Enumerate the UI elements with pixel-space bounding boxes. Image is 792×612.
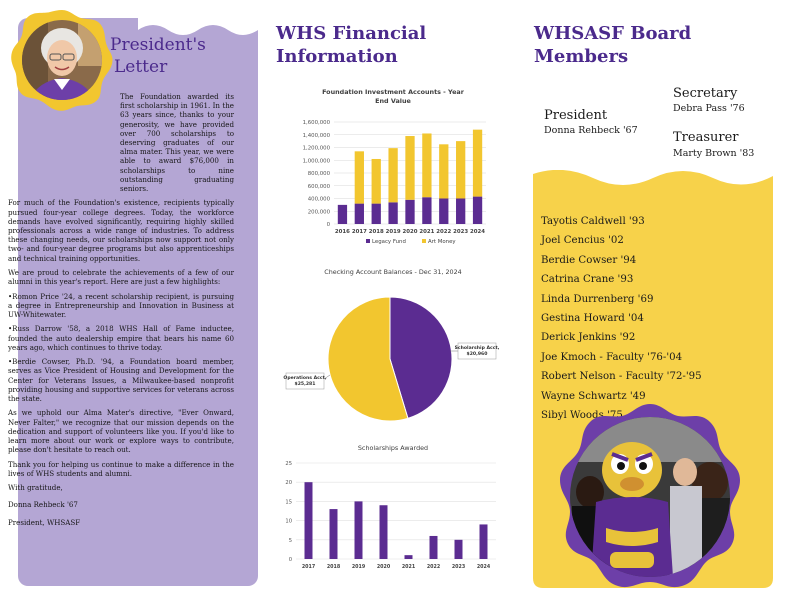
x-tick-label: 2021 (401, 565, 416, 570)
art-money-bar (355, 151, 364, 203)
x-tick-label: 2022 (426, 565, 441, 570)
letter-paragraph: We are proud to celebrate the achievements of a few of our alumni in this year's report. Here are just a few highlights: (8, 268, 234, 287)
investment-chart (282, 88, 504, 250)
scholarship-bar (405, 555, 413, 559)
board-members-list (541, 212, 761, 425)
board-members-title (534, 22, 774, 68)
board-member: Derick Jenkins '92 (541, 332, 636, 344)
investment-chart-svg (282, 106, 504, 246)
y-tick-label: 1,400,000 (302, 132, 330, 139)
board-member: Joel Cencius '02 (541, 235, 624, 247)
x-tick-label: 2017 (351, 229, 367, 235)
board-member: Tayotis Caldwell '93 (541, 216, 645, 227)
x-tick-label: 2019 (385, 229, 401, 235)
financial-title-line2: Information (276, 46, 398, 67)
legacy-fund-bar (456, 199, 465, 225)
scholarships-chart-svg (282, 453, 504, 577)
x-tick-label: 2017 (301, 565, 316, 570)
art-money-bar (422, 133, 431, 197)
y-tick-label: 1,000,000 (302, 158, 330, 165)
legend-swatch-art (422, 239, 426, 243)
art-money-bar (439, 144, 448, 198)
y-tick-label: 15 (285, 499, 292, 506)
scholarship-bar (480, 524, 488, 559)
scholarship-bar (305, 482, 313, 559)
y-tick-label: 800,000 (307, 171, 330, 177)
board-member: Joe Kmoch - Faculty '76-'04 (541, 351, 683, 363)
treasurer-name: Marty Brown '83 (673, 148, 755, 159)
y-tick-label: 1,200,000 (302, 145, 330, 152)
letter-paragraph: Thank you for helping us continue to make a difference in the lives of WHS students and alumni. (8, 459, 234, 478)
art-money-bar (456, 141, 465, 198)
y-tick-label: 0 (326, 222, 330, 228)
scholarship-label: Scholarship Acct, (454, 346, 500, 351)
x-tick-label: 2023 (451, 565, 466, 570)
x-tick-label: 2023 (453, 229, 469, 235)
president-role: President (544, 108, 608, 123)
letter-title-line2: Letter (114, 57, 168, 77)
art-money-bar (473, 130, 482, 197)
art-money-bar (372, 159, 381, 204)
legacy-fund-bar (388, 202, 397, 224)
letter-paragraph: As we uphold our Alma Mater's directive, "Ever Onward, Never Falter," we recognize that our mission depends on the dedication and support of volunteers like you. If you'd like to learn more about our work or explore ways to contribute, please don't hesitate to reach out. (8, 408, 234, 455)
letter-signer-name: Donna Rehbeck '67 (8, 500, 78, 510)
president-name: Donna Rehbeck '67 (544, 125, 638, 136)
y-tick-label: 20 (285, 480, 292, 487)
x-tick-label: 2019 (351, 565, 366, 570)
secretary-name: Debra Pass '76 (673, 103, 745, 114)
board-member: Gestina Howard '04 (541, 313, 644, 325)
y-tick-label: 400,000 (307, 196, 330, 203)
legacy-fund-bar (372, 204, 381, 224)
letter-paragraph: •Romon Price '24, a recent scholarship recipient, is pursuing a degree in Entrepreneurship and Innovation in Business at UW-Whitewater. (8, 291, 234, 320)
board-title-line1: WHSASF Board (534, 23, 692, 44)
scholarship-bar (355, 501, 363, 559)
x-tick-label: 2024 (476, 565, 491, 570)
legacy-fund-bar (422, 197, 431, 224)
scholarships-chart (282, 444, 504, 581)
y-tick-label: 0 (288, 557, 292, 563)
art-money-bar (405, 136, 414, 200)
x-tick-label: 2018 (326, 565, 341, 570)
letter-paragraph: For much of the Foundation's existence, recipients typically pursued four-year college degrees. Today, the workforce demands have evolved significantly, requiring highly skilled professionals across a wide range of industries. To address these changing needs, our scholarships now support not only two- and four-year degree programs but also apprenticeships and technical training opportunities. (8, 198, 234, 263)
x-tick-label: 2022 (436, 229, 452, 235)
treasurer-role: Treasurer (673, 130, 739, 145)
legacy-fund-bar (405, 200, 414, 224)
x-tick-label: 2016 (334, 229, 350, 235)
checking-chart-svg (282, 277, 504, 447)
y-tick-label: 10 (285, 518, 292, 525)
scholarship-bar (330, 509, 338, 559)
operations-value: $25,281 (294, 382, 316, 387)
operations-label: Operations Acct, (283, 376, 327, 381)
board-member: Berdie Cowser '94 (541, 254, 637, 266)
legend-swatch-legacy (366, 239, 370, 243)
board-member: Catrina Crane '93 (541, 274, 634, 286)
x-tick-label: 2020 (376, 565, 391, 570)
investment-chart-title: Foundation Investment Accounts - Year End Value (322, 88, 464, 105)
legacy-fund-bar (439, 199, 448, 225)
x-tick-label: 2020 (402, 229, 418, 235)
scholarships-chart-title: Scholarships Awarded (357, 444, 429, 452)
letter-paragraph: •Russ Darrow '58, a 2018 WHS Hall of Fame inductee, founded the auto dealership empire that bears his name 60 years ago, which continues to thrive today. (8, 324, 234, 352)
board-member: Robert Nelson - Faculty '72-'95 (541, 371, 702, 383)
board-member: Wayne Schwartz '49 (541, 390, 646, 402)
x-tick-label: 2024 (470, 229, 486, 235)
letter-body (8, 92, 234, 535)
board-member: Linda Durrenberg '69 (541, 293, 654, 305)
financial-title-line1: WHS Financial (276, 23, 427, 44)
legend-label-legacy: Legacy Fund (372, 239, 406, 245)
legend-label-art: Art Money (428, 239, 456, 245)
legacy-fund-bar (473, 197, 482, 224)
letter-title-line1: President's (110, 35, 206, 55)
y-tick-label: 1,600,000 (302, 120, 330, 126)
letter-paragraph: •Berdie Cowser, Ph.D. '94, a Foundation board member, serves as Vice President of Housing and Development for the Center for Veterans Issues, a Milwaukee-based nonprofit providing housing and supportive services for veterans across the state. (8, 357, 234, 404)
legacy-fund-bar (355, 204, 364, 224)
checking-chart-title: Checking Account Balances - Dec 31, 2024 (324, 268, 462, 276)
board-title-line2: Members (534, 46, 629, 67)
y-tick-label: 200,000 (307, 209, 330, 216)
legacy-fund-bar (338, 205, 347, 224)
scholarship-bar (430, 536, 438, 559)
y-tick-label: 25 (285, 461, 292, 467)
scholarship-value: $20,960 (466, 352, 488, 357)
secretary-role: Secretary (673, 86, 738, 101)
mascot-photo (550, 402, 750, 592)
x-tick-label: 2018 (368, 229, 384, 235)
letter-signoff: With gratitude, (8, 483, 63, 493)
checking-chart (282, 268, 504, 451)
board-member: Sibyl Woods '75 (541, 410, 623, 422)
letter-paragraph: The Foundation awarded its first scholarship in 1961. In the 63 years since, thanks to your generosity, we have provided over 700 scholarships to deserving graduates of our alma mater. This year, we were able to award $76,000 in scholarships to nine outstanding graduating seniors. (120, 92, 234, 194)
art-money-bar (388, 148, 397, 202)
scholarship-bar (455, 540, 463, 559)
y-tick-label: 5 (288, 537, 292, 544)
financial-info-title (276, 22, 506, 68)
y-tick-label: 600,000 (307, 183, 330, 190)
letter-signer-title: President, WHSASF (8, 517, 81, 527)
presidents-letter-title (110, 34, 238, 78)
scholarship-bar (380, 505, 388, 559)
x-tick-label: 2021 (419, 229, 435, 235)
